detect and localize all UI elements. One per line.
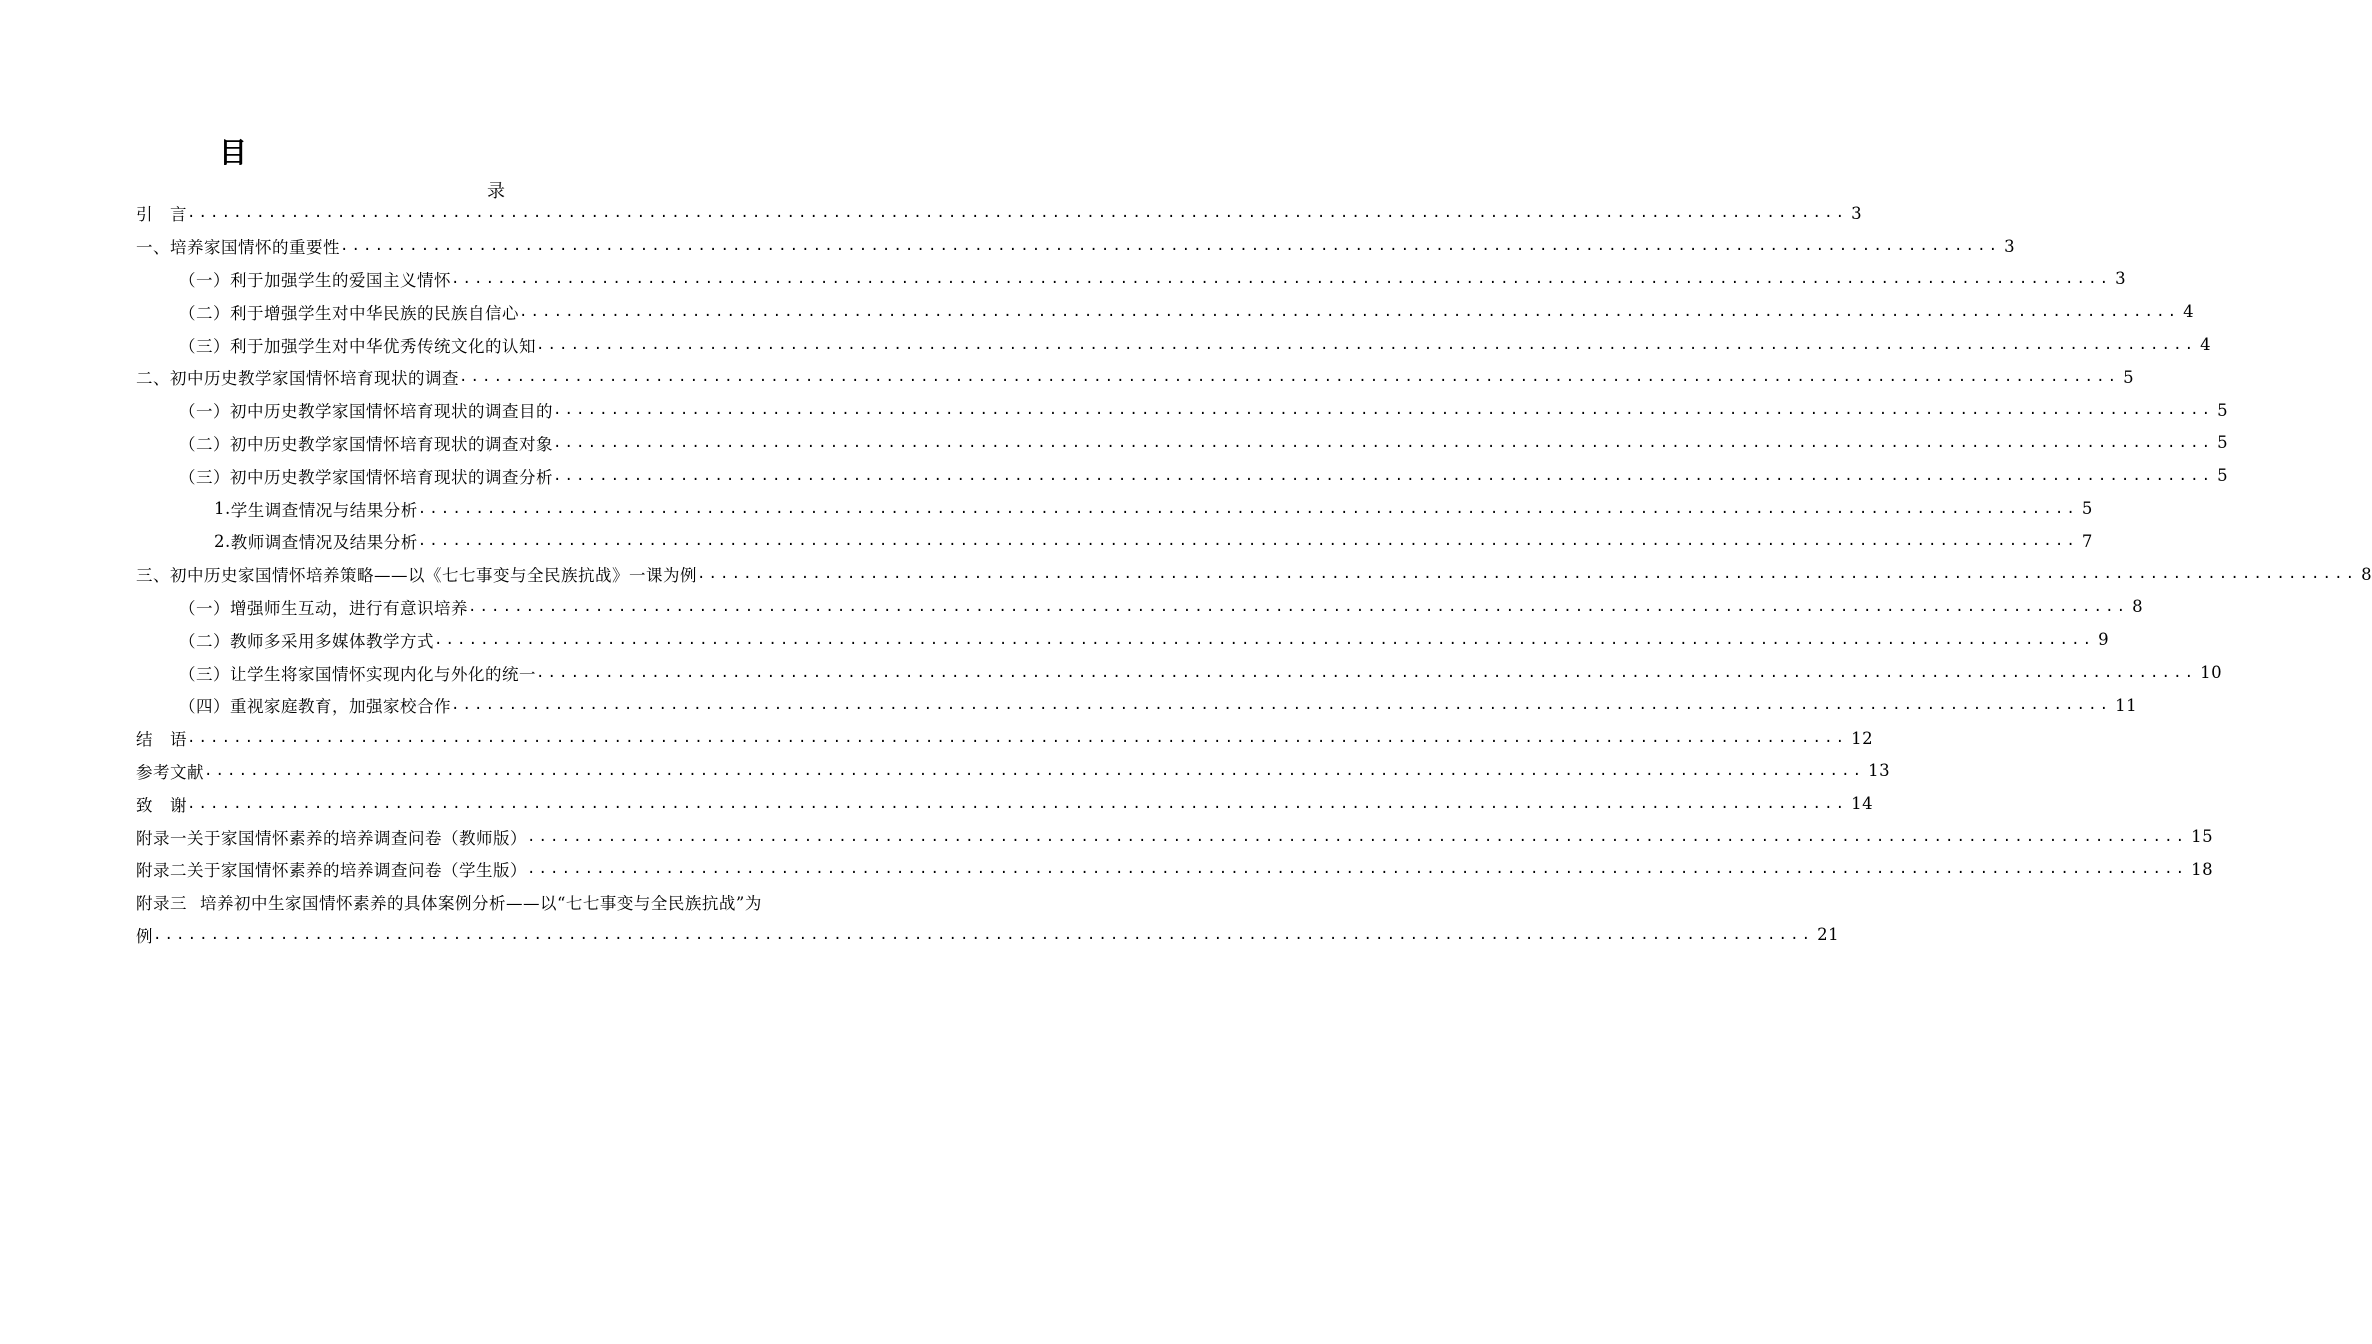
toc-entry-text: 利于增强学生对中华民族的民族自信心	[230, 303, 519, 323]
toc-entry-page: 5	[2217, 466, 2229, 486]
toc-entry-page: 15	[2191, 827, 2214, 847]
toc-entry[interactable]	[136, 230, 2016, 263]
toc-entry-number: 引 言	[136, 205, 187, 225]
toc-entry-text: 初中历史教学家国情怀培育现状的调查分析	[230, 467, 553, 487]
toc-entry-page: 10	[2200, 663, 2223, 683]
toc-entry[interactable]	[136, 591, 2144, 624]
toc-entry-page: 5	[2081, 499, 2093, 519]
toc-entry[interactable]	[136, 525, 2093, 558]
toc-entry-number: 致 谢	[136, 795, 187, 815]
dot-leader: ................................................................................................................................................	[519, 303, 2180, 320]
toc-entry-text: 初中历史教学家国情怀培育现状的调查目的	[230, 402, 553, 422]
toc-entry-appendix-3-line1	[136, 886, 860, 919]
toc-entry-number: （三）	[179, 664, 230, 684]
toc-entry-page: 8	[2361, 564, 2372, 584]
table-of-contents	[136, 197, 2372, 951]
toc-entry-number: （一）	[179, 402, 230, 422]
toc-entry[interactable]	[136, 361, 2135, 394]
toc-entry-number: 参考文献	[136, 762, 204, 782]
toc-entry-number: （三）	[179, 467, 230, 487]
toc-entry-page: 5	[2217, 400, 2229, 420]
toc-entry-text: 利于加强学生对中华优秀传统文化的认知	[230, 336, 536, 356]
toc-entry-number: 2.	[214, 531, 231, 551]
toc-entry-page: 3	[2115, 269, 2127, 289]
toc-entry-text: 初中历史教学家国情怀培育现状的调查	[170, 369, 459, 389]
toc-entry-number: 一、	[136, 238, 170, 258]
toc-entry-text: 利于加强学生的爱国主义情怀	[230, 270, 451, 290]
toc-entry-number: 三、	[136, 566, 170, 586]
toc-entry-page: 11	[2115, 695, 2138, 715]
toc-entry-number: 二、	[136, 369, 170, 389]
toc-entry[interactable]	[136, 427, 2229, 460]
toc-entry-number: （二）	[179, 434, 230, 454]
toc-entry[interactable]	[136, 787, 1874, 820]
toc-entry-number: （三）	[179, 336, 230, 356]
dot-leader: ................................................................................................................................................	[459, 369, 2120, 386]
dot-leader: ................................................................................................................................................	[536, 664, 2197, 681]
toc-entry-number: 1.	[214, 499, 231, 519]
toc-entry[interactable]	[136, 722, 1874, 755]
toc-entry-text: 培养初中生家国情怀素养的具体案例分析——以“七七事变与全民族抗战”为	[200, 894, 762, 914]
toc-entry-text: 教师调查情况及结果分析	[230, 533, 418, 553]
toc-entry-number: 附录三	[136, 894, 187, 914]
dot-leader: ................................................................................................................................................	[468, 598, 2129, 615]
toc-entry-text: 关于家国情怀素养的培养调查问卷（教师版）	[187, 828, 527, 848]
toc-entry-number: （一）	[179, 598, 230, 618]
dot-leader: ................................................................................................................................................	[553, 434, 2214, 451]
toc-entry-number: 附录一	[136, 828, 187, 848]
toc-entry[interactable]	[136, 820, 2214, 853]
toc-entry[interactable]	[136, 755, 1891, 788]
dot-leader: ................................................................................................................................................	[553, 467, 2214, 484]
dot-leader: ................................................................................................................................................	[553, 402, 2214, 419]
dot-leader: ................................................................................................................................................	[187, 205, 1848, 222]
dot-leader: ................................................................................................................................................	[697, 566, 2358, 583]
toc-entry-number: （四）	[179, 697, 230, 717]
toc-entry[interactable]	[136, 492, 2093, 525]
dot-leader: ................................................................................................................................................	[417, 533, 2078, 550]
toc-entry-text: 重视家庭教育，加强家校合作	[230, 697, 451, 717]
toc-entry-page: 14	[1851, 794, 1874, 814]
dot-leader: ................................................................................................................................................	[434, 631, 2095, 648]
dot-leader: ................................................................................................................................................	[451, 270, 2112, 287]
dot-leader: ................................................................................................................................................	[527, 828, 2188, 845]
toc-entry-text: 例	[136, 926, 153, 946]
toc-entry-page: 18	[2191, 859, 2214, 879]
toc-entry[interactable]	[136, 295, 2195, 328]
toc-entry-page: 3	[2004, 236, 2016, 256]
toc-title-main: 目	[219, 136, 248, 169]
toc-entry-number: （一）	[179, 270, 230, 290]
toc-entry[interactable]	[136, 263, 2127, 296]
toc-entry-text: 初中历史家国情怀培养策略——以《七七事变与全民族抗战》一课为例	[170, 566, 697, 586]
toc-entry-page: 7	[2081, 531, 2093, 551]
toc-entry-text: 关于家国情怀素养的培养调查问卷（学生版）	[187, 861, 527, 881]
dot-leader: ................................................................................................................................................	[451, 697, 2112, 714]
dot-leader: ................................................................................................................................................	[187, 730, 1848, 747]
dot-leader: ................................................................................................................................................	[153, 926, 1814, 943]
toc-entry[interactable]	[136, 459, 2229, 492]
toc-entry-text: 让学生将家国情怀实现内化与外化的统一	[230, 664, 536, 684]
toc-entry-number: 结 语	[136, 730, 187, 750]
toc-entry[interactable]	[136, 656, 2223, 689]
dot-leader: ................................................................................................................................................	[527, 861, 2188, 878]
toc-entry-page: 4	[2200, 335, 2212, 355]
toc-entry-page: 21	[1817, 925, 1840, 945]
dot-leader: ................................................................................................................................................	[340, 238, 2001, 255]
dot-leader: ................................................................................................................................................	[204, 762, 1865, 779]
toc-entry[interactable]	[136, 689, 2138, 722]
toc-entry-page: 3	[1851, 203, 1863, 223]
toc-entry-page: 8	[2132, 597, 2144, 617]
toc-title-sub: 录	[487, 181, 505, 202]
toc-entry-text: 培养家国情怀的重要性	[170, 238, 340, 258]
toc-entry[interactable]	[136, 623, 2110, 656]
toc-entry[interactable]	[136, 394, 2229, 427]
toc-entry-page: 5	[2123, 367, 2135, 387]
toc-entry-number: 附录二	[136, 861, 187, 881]
toc-entry-number: （二）	[179, 303, 230, 323]
toc-entry-text: 学生调查情况与结果分析	[230, 500, 418, 520]
toc-entry-page: 9	[2098, 630, 2110, 650]
toc-entry[interactable]	[136, 197, 1863, 230]
dot-leader: ................................................................................................................................................	[417, 500, 2078, 517]
dot-leader: ................................................................................................................................................	[187, 795, 1848, 812]
toc-entry-page: 4	[2183, 302, 2195, 322]
toc-entry-page: 12	[1851, 728, 1874, 748]
dot-leader: ................................................................................................................................................	[536, 336, 2197, 353]
toc-entry-page: 5	[2217, 433, 2229, 453]
toc-entry-text: 教师多采用多媒体教学方式	[230, 631, 434, 651]
toc-entry-text: 初中历史教学家国情怀培育现状的调查对象	[230, 434, 553, 454]
toc-entry[interactable]	[136, 558, 2372, 591]
toc-entry-appendix-3-line2	[136, 919, 1840, 952]
toc-entry-text: 增强师生互动，进行有意识培养	[230, 598, 468, 618]
toc-entry-page: 13	[1868, 761, 1891, 781]
toc-entry-number: （二）	[179, 631, 230, 651]
toc-entry[interactable]	[136, 328, 2212, 361]
toc-entry[interactable]	[136, 853, 2214, 886]
